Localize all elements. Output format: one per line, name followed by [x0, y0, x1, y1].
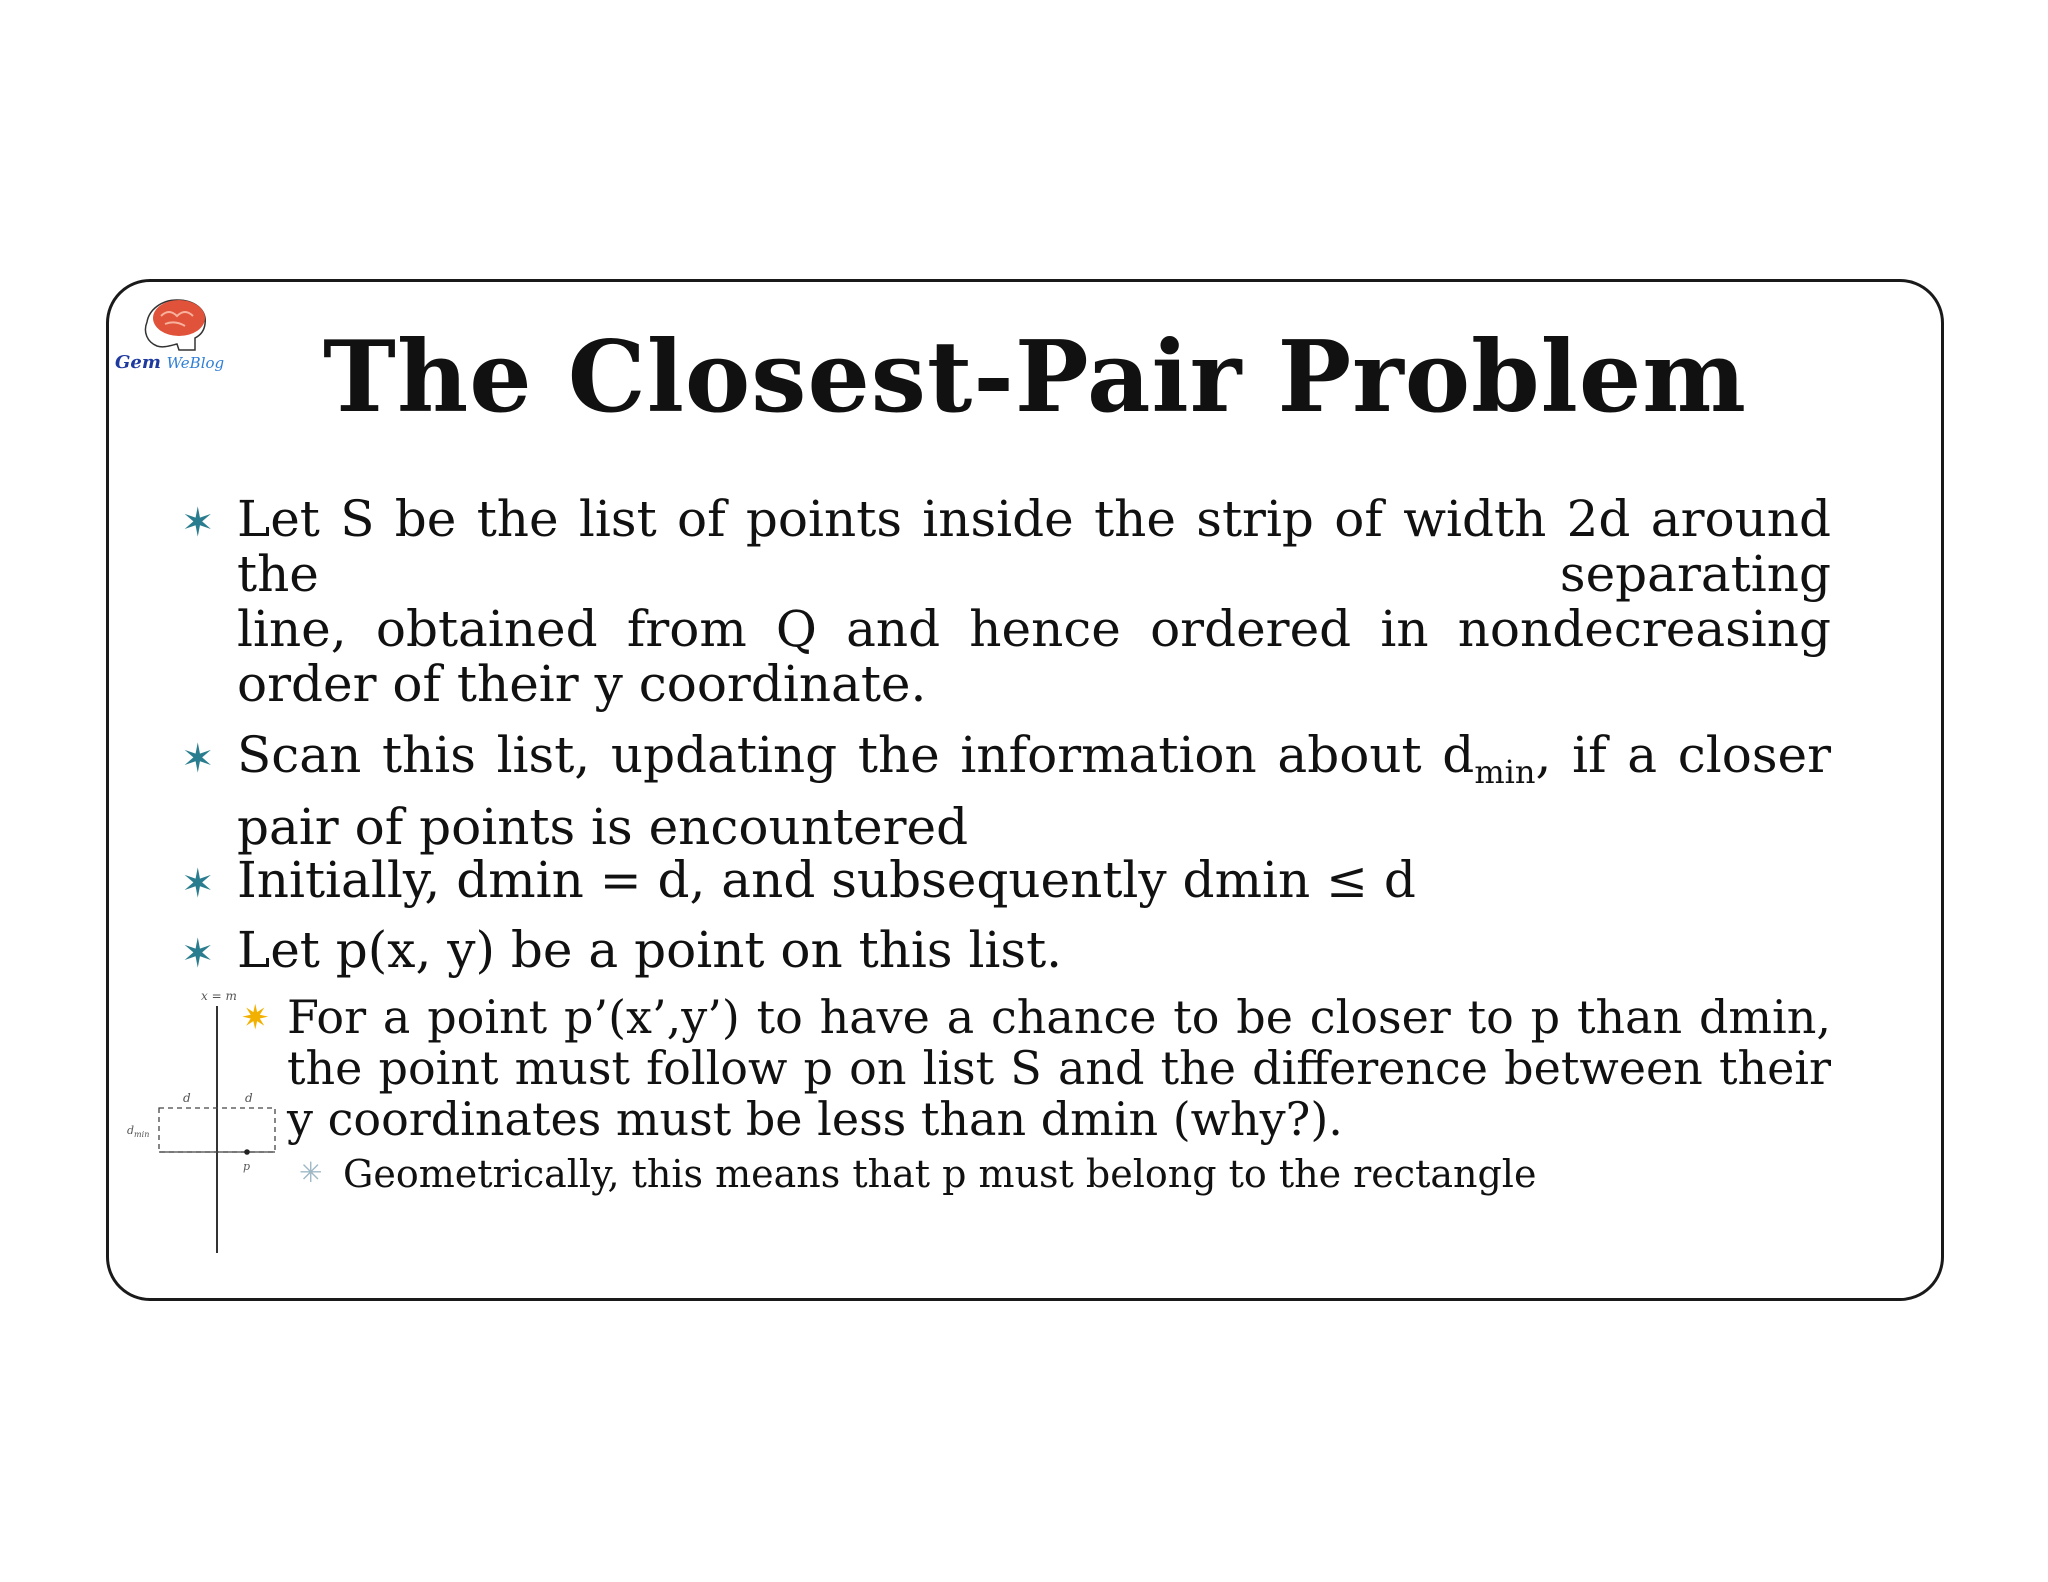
bullet-1-line-4: order of their y coordinate. — [237, 655, 927, 713]
diagram-p-label: p — [243, 1160, 251, 1173]
star-bullet-icon: ✷ — [241, 998, 270, 1038]
star-bullet-icon: ✶ — [181, 861, 215, 907]
diagram-d-right-label: d — [245, 1091, 253, 1105]
bullet-1-line-2 — [237, 547, 1831, 602]
bullet-1-line-2-left: the — [237, 545, 319, 603]
sub-bullet-line-3: y coordinates must be less than dmin (why?). — [287, 1092, 1343, 1146]
star-bullet-icon: ✶ — [181, 500, 215, 546]
diagram-point-p — [244, 1149, 250, 1155]
diagram-d-left-label: d — [183, 1091, 191, 1105]
slide-title: The Closest-Pair Problem — [323, 320, 1747, 435]
star-bullet-icon: ✶ — [181, 736, 215, 782]
diagram-line-label: x = m — [201, 989, 237, 1003]
sub-sub-bullet-text: Geometrically, this means that p must belong to the rectangle — [343, 1152, 1537, 1196]
bullet-1-line-2-right: separating — [1559, 545, 1831, 603]
bullet-2-line-1-b: , if a closer — [1535, 726, 1831, 784]
logo-brand-suffix: WeBlog — [166, 354, 225, 372]
bullet-4-text: Let p(x, y) be a point on this list. — [237, 921, 1063, 979]
sub-bullet-line-1: For a point p’(x’,y’) to have a chance to be closer to p than dmin, — [287, 990, 1831, 1044]
bullet-2-subscript: min — [1474, 753, 1536, 791]
bullet-2-line-1-a: Scan this list, updating the information about d — [237, 726, 1475, 784]
sub-bullet-line-2: the point must follow p on list S and the difference between their — [287, 1041, 1831, 1095]
bullet-2-line-1 — [237, 728, 1831, 800]
star-bullet-icon: ✶ — [181, 931, 215, 977]
bullet-1-line-1: Let S be the list of points inside the strip of width 2d around — [237, 490, 1831, 548]
bullet-1-line-3: line, obtained from Q and hence ordered in nondecreasing — [237, 600, 1831, 658]
bullet-3-text: Initially, dmin = d, and subsequently dmin ≤ d — [237, 851, 1416, 909]
star-bullet-icon: ✳ — [299, 1156, 323, 1189]
strip-rectangle-diagram — [125, 988, 285, 1258]
slide-frame — [106, 279, 1944, 1301]
bullet-2-line-2: pair of points is encountered — [237, 798, 969, 856]
logo-brand: Gem — [115, 352, 161, 373]
diagram-dmin-label: $d_{min}$ — [127, 1124, 150, 1139]
